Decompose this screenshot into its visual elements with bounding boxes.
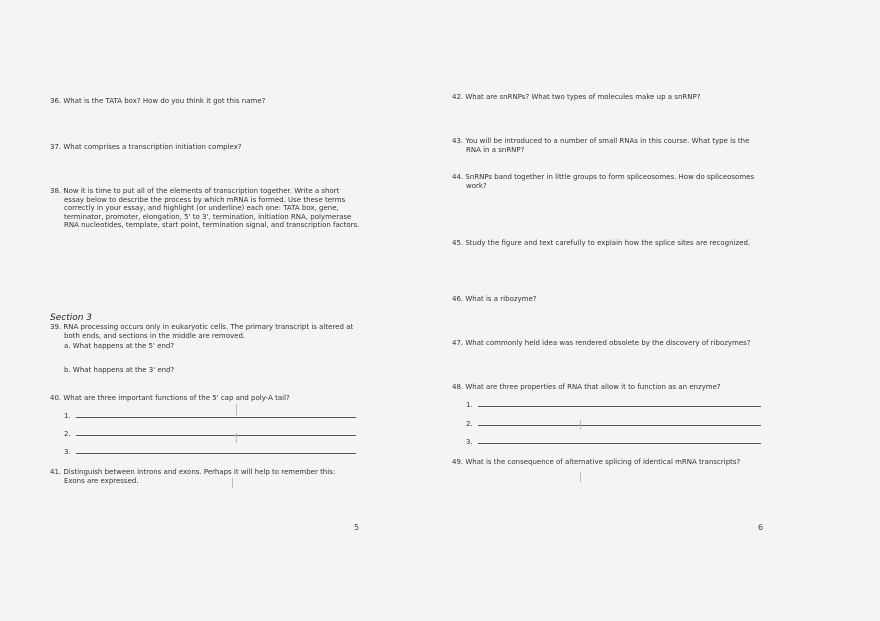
- question-41: [50, 468, 335, 485]
- question-44-line: work?: [466, 181, 487, 190]
- answer-line-3[interactable]: [64, 448, 356, 456]
- question-43: [452, 137, 749, 154]
- question-40: 40. What are three important functions of the 5' cap and poly-A tail?: [50, 394, 290, 402]
- answer-line-1[interactable]: [466, 401, 761, 409]
- question-38: [50, 187, 359, 230]
- answer-line-2[interactable]: [466, 420, 761, 428]
- question-39-line: 39. RNA processing occurs only in eukaryotic cells. The primary transcript is altered at: [50, 323, 354, 331]
- answer-line-3[interactable]: [466, 438, 761, 446]
- question-43-line: 43. You will be introduced to a number of small RNAs in this course. What type is the: [452, 137, 750, 145]
- question-36: 36. What is the TATA box? How do you think it got this name?: [50, 97, 266, 105]
- scan-speck: [236, 433, 237, 443]
- question-42: 42. What are snRNPs? What two types of molecules make up a snRNP?: [452, 93, 701, 101]
- question-38-line: terminator, promoter, elongation, 5' to 3', termination, initiation RNA, polymerase: [64, 212, 352, 221]
- question-49: 49. What is the consequence of alternative splicing of identical mRNA transcripts?: [452, 458, 741, 466]
- question-38-line: correctly in your essay, and highlight (or underline) each one: TATA box, gene,: [64, 204, 339, 213]
- answer-line-number: 2.: [466, 420, 473, 428]
- page-number: 6: [758, 523, 764, 532]
- answer-rule: [478, 425, 761, 426]
- answer-line-number: 1.: [64, 412, 71, 420]
- question-47: 47. What commonly held idea was rendered obsolete by the discovery of ribozymes?: [452, 339, 751, 347]
- question-46: 46. What is a ribozyme?: [452, 295, 537, 303]
- question-39-line: both ends, and sections in the middle are removed.: [64, 331, 246, 340]
- question-48: 48. What are three properties of RNA that allow it to function as an enzyme?: [452, 383, 721, 391]
- question-39b: b. What happens at the 3' end?: [64, 366, 175, 374]
- question-38-line: 38. Now it is time to put all of the elements of transcription together. Write a short: [50, 187, 340, 195]
- question-44-line: 44. SnRNPs band together in little groups to form spliceosomes. How do spliceosomes: [452, 173, 755, 181]
- worksheet-page-6: [440, 0, 880, 621]
- answer-line-number: 3.: [64, 448, 71, 456]
- question-43-line: RNA in a snRNP?: [466, 145, 525, 154]
- page-number: 5: [354, 523, 360, 532]
- answer-rule: [76, 453, 356, 454]
- scan-speck: [232, 478, 233, 488]
- answer-rule: [478, 443, 761, 444]
- answer-line-number: 2.: [64, 430, 71, 438]
- answer-rule: [76, 435, 356, 436]
- answer-rule: [76, 417, 356, 418]
- question-41-line: 41. Distinguish between introns and exons. Perhaps it will help to remember this:: [50, 468, 336, 476]
- scan-speck: [236, 404, 237, 416]
- question-39a: a. What happens at the 5' end?: [64, 342, 175, 350]
- scan-speck: [580, 420, 581, 430]
- question-38-line: essay below to describe the process by which mRNA is formed. Use these terms: [64, 195, 346, 204]
- answer-line-2[interactable]: [64, 430, 356, 438]
- question-41-line: Exons are expressed.: [64, 476, 139, 485]
- answer-rule: [478, 406, 761, 407]
- question-45: 45. Study the figure and text carefully to explain how the splice sites are recognized.: [452, 239, 751, 247]
- question-38-line: RNA nucleotides, template, start point, termination signal, and transcription factors.: [64, 221, 360, 230]
- question-39: [50, 323, 353, 340]
- answer-line-number: 1.: [466, 401, 473, 409]
- question-37: 37. What comprises a transcription initiation complex?: [50, 143, 242, 151]
- answer-line-1[interactable]: [64, 412, 356, 420]
- answer-line-number: 3.: [466, 438, 473, 446]
- scan-speck: [580, 472, 581, 482]
- section-3-heading: Section 3: [50, 313, 93, 323]
- question-44: [452, 173, 754, 190]
